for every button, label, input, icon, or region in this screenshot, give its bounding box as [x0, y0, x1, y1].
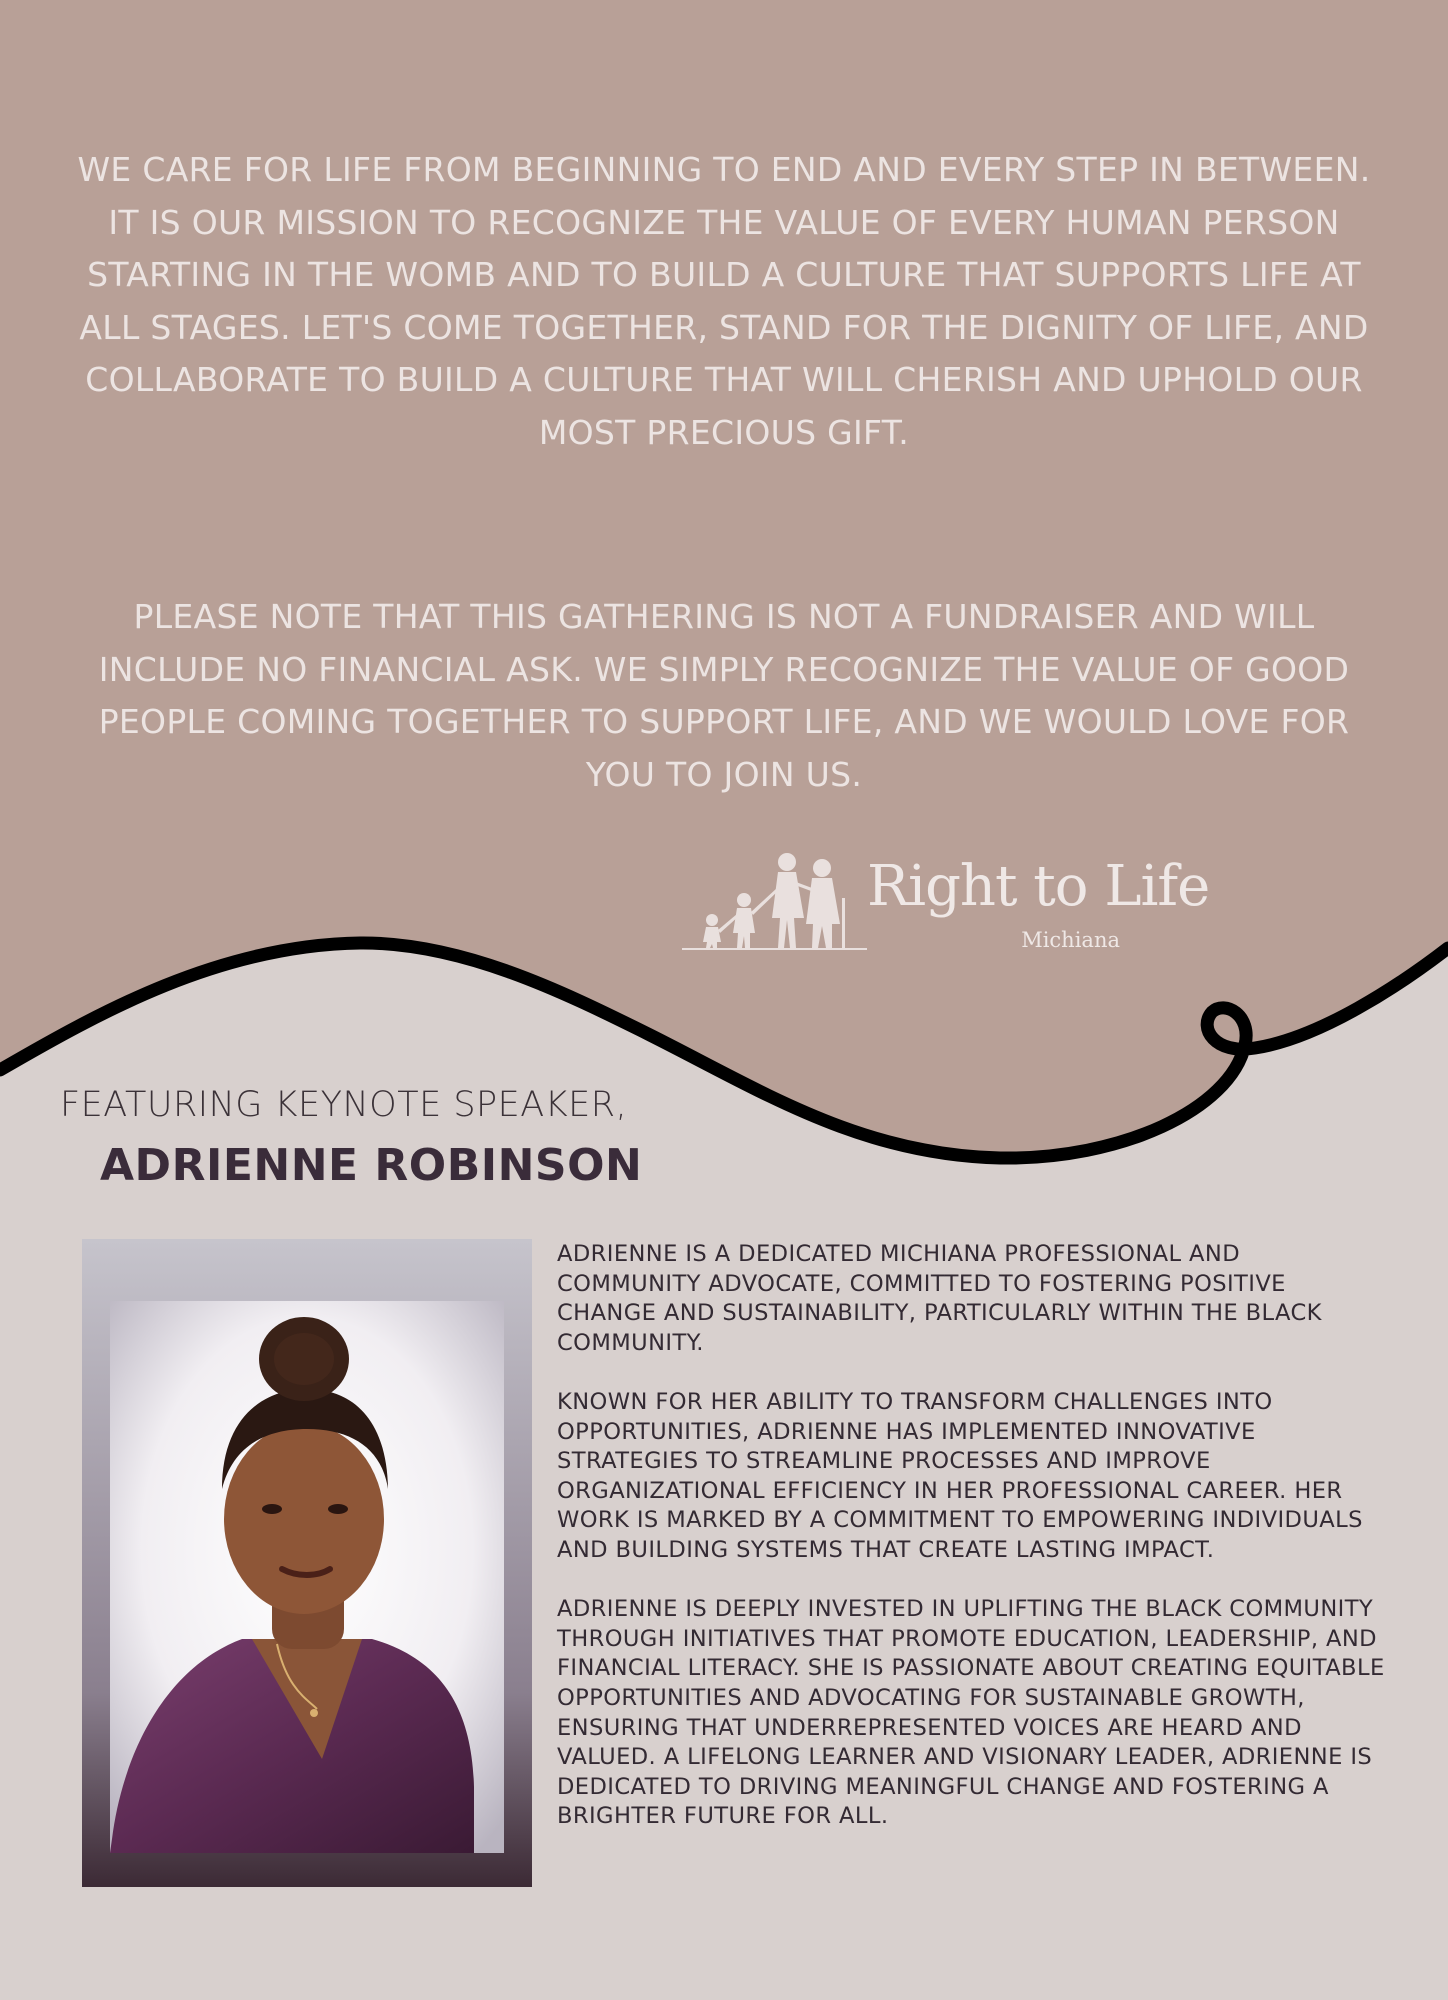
bio-paragraph-1: ADRIENNE IS A DEDICATED MICHIANA PROFESSIONAL AND COMMUNITY ADVOCATE, COMMITTED TO FOSTERING POSITIVE CHANGE AND SUSTAINABILITY, PARTICULARLY WITHIN THE BLACK COMMUNITY. [557, 1241, 1322, 1356]
mission-statement: WE CARE FOR LIFE FROM BEGINNING TO END AND EVERY STEP IN BETWEEN. IT IS OUR MISSION TO RECOGNIZE THE VALUE OF EVERY HUMAN PERSON STARTING IN THE WOMB AND TO BUILD A CULTURE THAT SUPPORTS LIFE AT ALL STAGES. LET'S COME TOGETHER, STAND FOR THE DIGNITY OF LIFE, AND COLLABORATE TO BUILD A CULTURE THAT WILL CHERISH AND UPHOLD OUR MOST PRECIOUS GIFT. [77, 150, 1371, 452]
family-silhouette-icon [682, 848, 872, 956]
logo-region: Michiana [1021, 928, 1120, 952]
bio-paragraph-3: ADRIENNE IS DEEPLY INVESTED IN UPLIFTING THE BLACK COMMUNITY THROUGH INITIATIVES THAT PROMOTE EDUCATION, LEADERSHIP, AND FINANCIAL LITERACY. SHE IS PASSIONATE ABOUT CREATING EQUITABLE OPPORTUNITIES AND ADVOCATING FOR SUSTAINABLE GROWTH, ENSURING THAT UNDERREPRESENTED VOICES ARE HEARD AND VALUED. A LIFELONG LEARNER AND VISIONARY LEADER, ADRIENNE IS DEDICATED TO DRIVING MEANINGFUL CHANGE AND FOSTERING A BRIGHTER FUTURE FOR ALL. [557, 1596, 1385, 1830]
speaker-bio [557, 1240, 1387, 1861]
speaker-name: ADRIENNE ROBINSON [100, 1140, 643, 1191]
right-to-life-logo [682, 848, 1210, 956]
speaker-portrait [82, 1239, 532, 1887]
featuring-label: FEATURING KEYNOTE SPEAKER, [60, 1085, 628, 1125]
bio-paragraph-2: KNOWN FOR HER ABILITY TO TRANSFORM CHALLENGES INTO OPPORTUNITIES, ADRIENNE HAS IMPLEMENTED INNOVATIVE STRATEGIES TO STREAMLINE PROCESSES AND IMPROVE ORGANIZATIONAL EFFICIENCY IN HER PROFESSIONAL CAREER. HER WORK IS MARKED BY A COMMITMENT TO EMPOWERING INDIVIDUALS AND BUILDING SYSTEMS THAT CREATE LASTING IMPACT. [557, 1388, 1363, 1563]
fundraiser-note: PLEASE NOTE THAT THIS GATHERING IS NOT A FUNDRAISER AND WILL INCLUDE NO FINANCIAL ASK. WE SIMPLY RECOGNIZE THE VALUE OF GOOD PEOPLE COMING TOGETHER TO SUPPORT LIFE, AND WE WOULD LOVE FOR YOU TO JOIN US. [98, 597, 1350, 794]
logo-wordmark: Right to Life [867, 854, 1210, 919]
